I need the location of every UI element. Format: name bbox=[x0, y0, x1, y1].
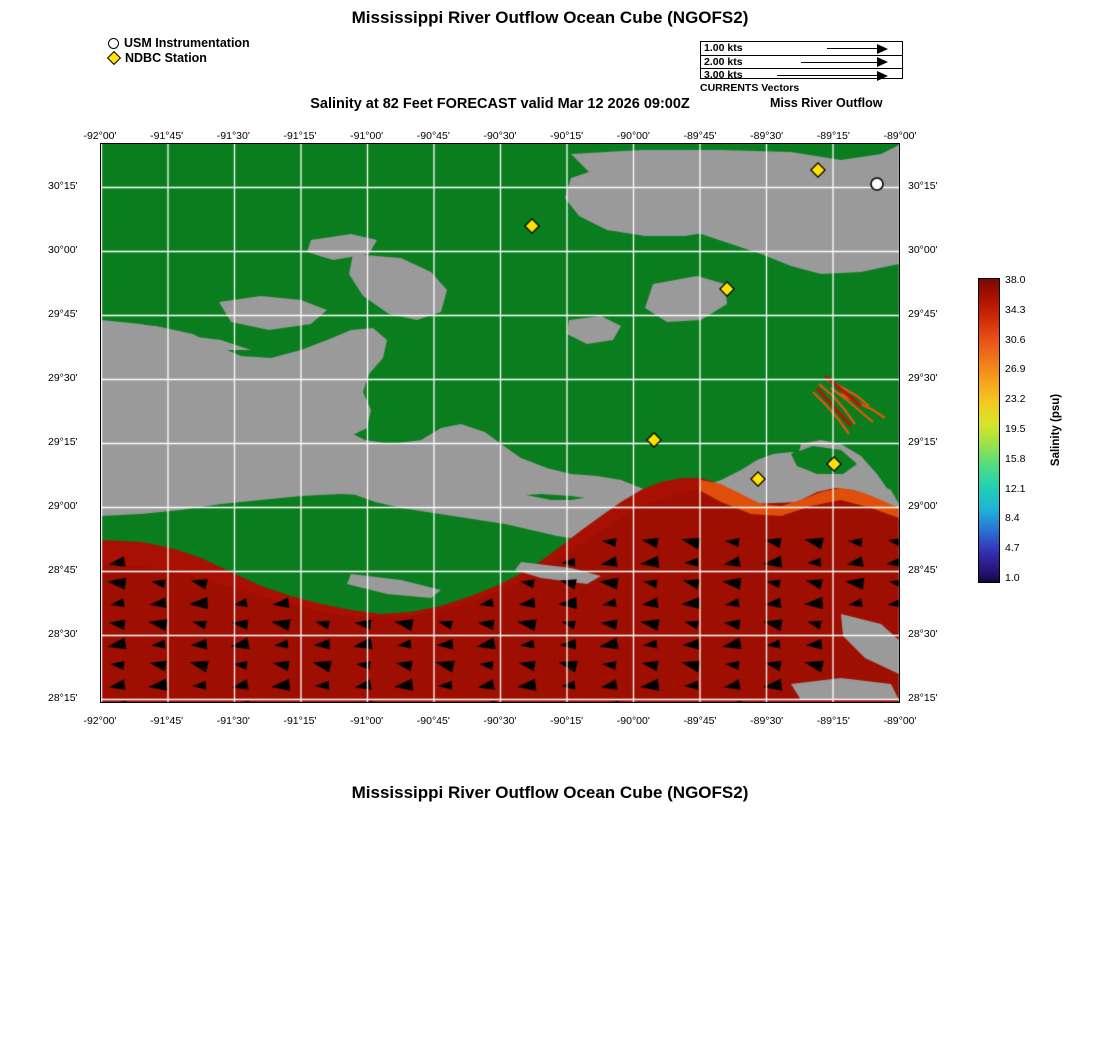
x-axis-tick-top: -89°15' bbox=[816, 130, 850, 142]
colorbar-tick: 8.4 bbox=[1005, 512, 1020, 525]
x-axis-tick-bottom: -90°45' bbox=[416, 715, 450, 727]
vector-key-label-3: 3.00 kts bbox=[704, 69, 743, 82]
y-axis-tick-left: 28°45' bbox=[48, 564, 78, 576]
colorbar-tick: 12.1 bbox=[1005, 482, 1026, 495]
x-axis-tick-bottom: -90°30' bbox=[483, 715, 517, 727]
bottom-title: Mississippi River Outflow Ocean Cube (NGOFS2) bbox=[351, 783, 749, 802]
y-axis-tick-left: 29°45' bbox=[48, 308, 78, 320]
legend-label-ndbc: NDBC Station bbox=[125, 51, 207, 65]
y-axis-tick-right: 28°30' bbox=[908, 628, 938, 640]
colorbar-tick: 4.7 bbox=[1005, 542, 1020, 555]
x-axis-tick-top: -89°30' bbox=[750, 130, 784, 142]
x-axis-tick-bottom: -91°45' bbox=[150, 715, 184, 727]
x-axis-tick-top: -92°00' bbox=[83, 130, 117, 142]
colorbar-tick: 34.3 bbox=[1005, 303, 1026, 316]
x-axis-tick-top: -90°00' bbox=[616, 130, 650, 142]
vector-line-2 bbox=[801, 62, 877, 63]
x-axis-tick-top: -90°30' bbox=[483, 130, 517, 142]
colorbar-tick: 26.9 bbox=[1005, 363, 1026, 376]
y-axis-tick-right: 29°00' bbox=[908, 500, 938, 512]
x-axis-tick-bottom: -90°00' bbox=[616, 715, 650, 727]
y-axis-tick-right: 30°15' bbox=[908, 180, 938, 192]
x-axis-tick-bottom: -89°00' bbox=[883, 715, 917, 727]
colorbar bbox=[978, 278, 1000, 583]
x-axis-tick-bottom: -91°15' bbox=[283, 715, 317, 727]
legend-item-ndbc bbox=[108, 51, 250, 65]
colorbar-tick: 19.5 bbox=[1005, 423, 1026, 435]
x-axis-tick-top: -89°00' bbox=[883, 130, 917, 142]
y-axis-tick-left: 30°15' bbox=[48, 180, 78, 192]
station-legend bbox=[108, 36, 250, 66]
colorbar-tick: 38.0 bbox=[1005, 274, 1026, 286]
outflow-label: Miss River Outflow bbox=[770, 96, 883, 110]
y-axis-tick-left: 29°15' bbox=[48, 436, 78, 448]
legend-label-usm: USM Instrumentation bbox=[124, 36, 250, 50]
map-plot-area[interactable] bbox=[100, 143, 900, 703]
legend-item-usm bbox=[108, 36, 250, 50]
currents-vector-key bbox=[700, 41, 903, 82]
colorbar-gradient bbox=[979, 279, 999, 582]
colorbar-tick: 15.8 bbox=[1005, 452, 1026, 465]
x-axis-tick-top: -91°00' bbox=[350, 130, 384, 142]
vector-arrow-2 bbox=[877, 57, 888, 67]
currents-vectors-label: CURRENTS Vectors bbox=[700, 82, 800, 94]
vector-key-row-2 bbox=[701, 56, 902, 70]
x-axis-tick-top: -91°45' bbox=[150, 130, 184, 142]
vector-key-row-1 bbox=[701, 42, 902, 56]
y-axis-tick-right: 29°30' bbox=[908, 372, 938, 384]
y-axis-tick-left: 29°00' bbox=[48, 500, 78, 512]
y-axis-tick-right: 28°45' bbox=[908, 564, 938, 576]
x-axis-tick-bottom: -90°15' bbox=[550, 715, 584, 727]
y-axis-tick-left: 30°00' bbox=[48, 244, 78, 256]
x-axis-tick-bottom: -89°30' bbox=[750, 715, 784, 727]
vector-arrow-3 bbox=[877, 71, 888, 81]
map-canvas[interactable] bbox=[101, 144, 899, 702]
x-axis-tick-bottom: -92°00' bbox=[83, 715, 117, 727]
x-axis-tick-top: -90°15' bbox=[550, 130, 584, 142]
colorbar-tick: 30.6 bbox=[1005, 333, 1026, 346]
x-axis-tick-top: -89°45' bbox=[683, 130, 717, 142]
x-axis-tick-top: -90°45' bbox=[416, 130, 450, 142]
vector-key-label-1: 1.00 kts bbox=[704, 42, 743, 54]
y-axis-tick-left: 28°15' bbox=[48, 692, 78, 704]
vector-key-label-2: 2.00 kts bbox=[704, 55, 743, 68]
x-axis-tick-bottom: -89°45' bbox=[683, 715, 717, 727]
y-axis-tick-right: 28°15' bbox=[908, 692, 938, 704]
page-title: Mississippi River Outflow Ocean Cube (NGOFS2) bbox=[351, 8, 749, 27]
colorbar-title: Salinity (psu) bbox=[1050, 393, 1062, 467]
vector-key-row-3 bbox=[701, 69, 902, 82]
y-axis-tick-right: 30°00' bbox=[908, 244, 938, 256]
colorbar-tick: 1.0 bbox=[1005, 572, 1020, 584]
map-subtitle: Salinity at 82 Feet FORECAST valid Mar 12 2026 09:00Z bbox=[310, 96, 690, 112]
vector-line-3 bbox=[777, 75, 877, 76]
x-axis-tick-top: -91°30' bbox=[216, 130, 250, 142]
x-axis-tick-bottom: -89°15' bbox=[816, 715, 850, 727]
x-axis-tick-top: -91°15' bbox=[283, 130, 317, 142]
diamond-icon bbox=[107, 51, 121, 65]
y-axis-tick-left: 28°30' bbox=[48, 628, 78, 640]
colorbar-tick: 23.2 bbox=[1005, 393, 1026, 406]
vector-line-1 bbox=[827, 48, 877, 49]
y-axis-tick-right: 29°45' bbox=[908, 308, 938, 320]
circle-icon bbox=[108, 38, 119, 49]
vector-arrow-1 bbox=[877, 44, 888, 54]
x-axis-tick-bottom: -91°30' bbox=[216, 715, 250, 727]
x-axis-tick-bottom: -91°00' bbox=[350, 715, 384, 727]
y-axis-tick-right: 29°15' bbox=[908, 436, 938, 448]
y-axis-tick-left: 29°30' bbox=[48, 372, 78, 384]
